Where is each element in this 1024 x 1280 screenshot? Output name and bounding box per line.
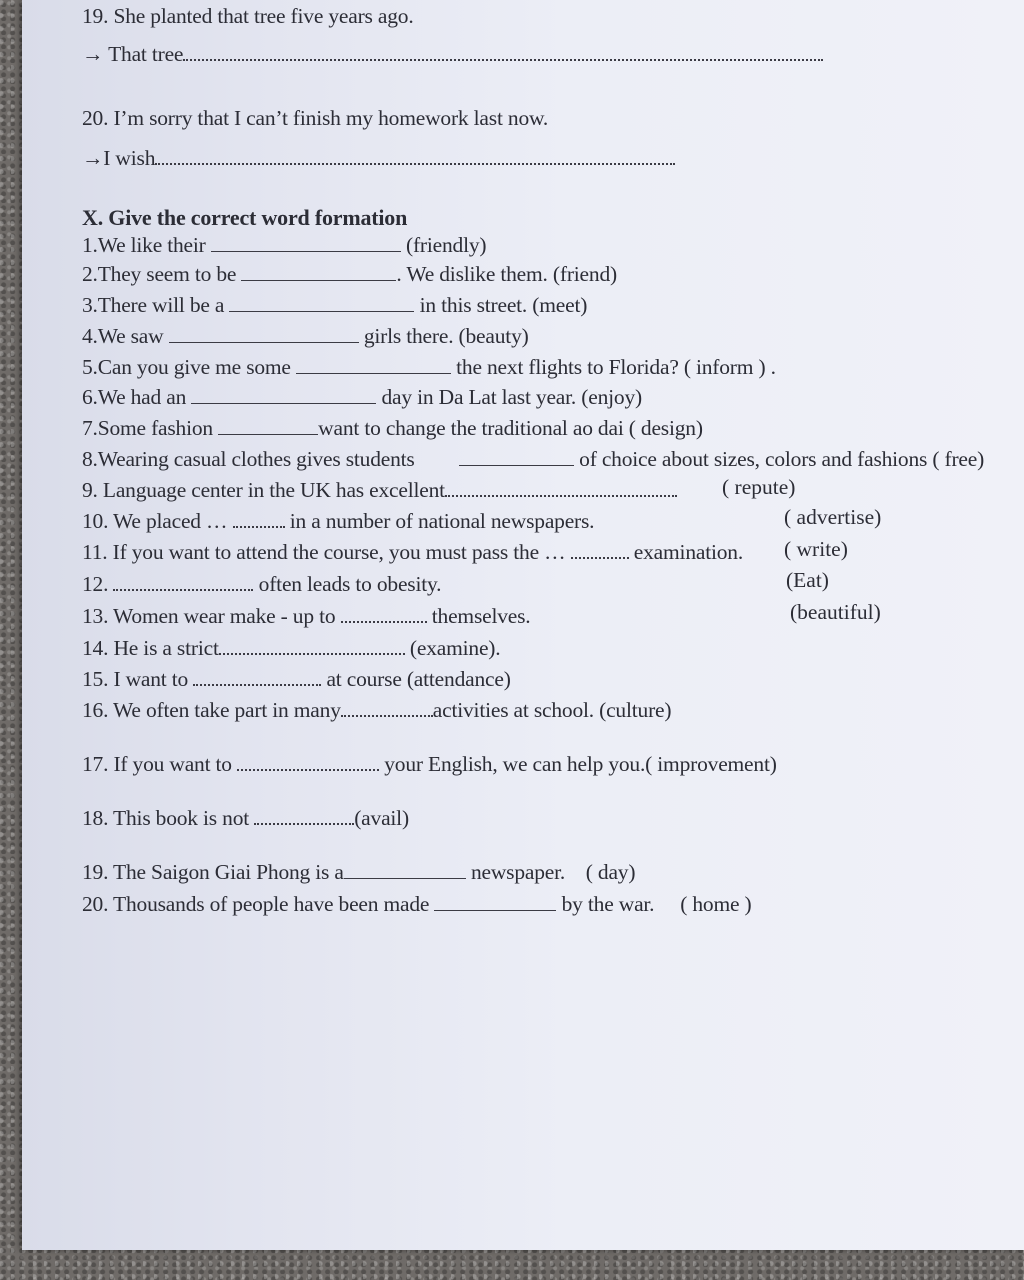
item-suffix: . We dislike them. (friend) (396, 262, 617, 286)
dotted-answer-blank[interactable] (237, 753, 379, 771)
item-prompt: 19. The Saigon Giai Phong is a (82, 860, 344, 884)
item-suffix: activities at school. (culture) (432, 698, 672, 722)
question-20-transform (82, 106, 548, 131)
item-prompt: 9. Language center in the UK has excellent (82, 478, 445, 502)
exercise-item-20 (82, 892, 751, 917)
exercise-item-2 (82, 262, 617, 287)
item-prompt: 18. This book is not (82, 806, 250, 830)
dotted-answer-blank[interactable] (341, 699, 433, 717)
item-suffix: examination. (633, 540, 744, 564)
exercise-item-12 (82, 572, 441, 597)
item-suffix: of choice about sizes, colors and fashions ( free) (579, 447, 985, 471)
item-suffix: by the war. ( home ) (561, 892, 752, 916)
section-heading (82, 205, 407, 231)
exercise-item-13 (82, 604, 530, 629)
item-suffix: often leads to obesity. (258, 572, 442, 596)
item-prompt: 8.Wearing casual clothes gives students (82, 447, 415, 471)
exercise-item-1 (82, 233, 486, 258)
item-suffix: themselves. (431, 604, 531, 628)
answer-blank[interactable] (169, 324, 359, 343)
item-suffix: day in Da Lat last year. (enjoy) (381, 385, 642, 409)
answer-blank[interactable] (211, 233, 401, 252)
answer-blank[interactable] (241, 262, 396, 281)
question-text: 20. I’m sorry that I can’t finish my homework last now. (82, 106, 549, 130)
item-prompt: 12. (82, 572, 109, 596)
item-suffix: in this street. (meet) (419, 293, 588, 317)
item-suffix: your English, we can help you.( improvement) (384, 752, 777, 776)
exercise-item-18 (82, 806, 409, 831)
item-prompt: 3.There will be a (82, 293, 225, 317)
item-suffix: (avail) (354, 806, 409, 830)
dotted-answer-blank[interactable] (155, 147, 675, 165)
exercise-item-7 (82, 416, 703, 441)
item-prompt: 14. He is a strict (82, 636, 219, 660)
dotted-answer-blank[interactable] (571, 541, 629, 559)
dotted-answer-blank[interactable] (183, 43, 823, 61)
exercise-item-8 (82, 447, 984, 472)
answer-blank[interactable] (459, 447, 574, 466)
word-hint: (beautiful) (790, 600, 881, 624)
dotted-answer-blank[interactable] (193, 668, 321, 686)
exercise-item-9 (82, 478, 677, 503)
exercise-item-16 (82, 698, 671, 723)
dotted-answer-blank[interactable] (341, 605, 427, 623)
exercise-item-10 (82, 509, 594, 534)
item-suffix: newspaper. ( day) (470, 860, 636, 884)
dotted-answer-blank[interactable] (219, 637, 405, 655)
item-prompt: 10. We placed … (82, 509, 228, 533)
item-prompt: 7.Some fashion (82, 416, 213, 440)
exercise-item-4 (82, 324, 529, 349)
item-suffix: in a number of national newspapers. (289, 509, 595, 533)
item-prompt: 4.We saw (82, 324, 164, 348)
item-suffix: the next flights to Florida? ( inform ) . (456, 355, 776, 379)
answer-line-19 (82, 42, 823, 67)
dotted-answer-blank[interactable] (233, 510, 285, 528)
item-prompt: 17. If you want to (82, 752, 232, 776)
answer-blank[interactable] (296, 355, 451, 374)
exercise-item-14 (82, 636, 500, 661)
item-suffix: girls there. (beauty) (363, 324, 529, 348)
answer-blank[interactable] (434, 892, 556, 911)
item-prompt: 11. If you want to attend the course, you must pass the … (82, 540, 566, 564)
exercise-item-5 (82, 355, 776, 380)
exercise-item-6 (82, 385, 642, 410)
section-heading-text: X. Give the correct word formation (82, 205, 408, 230)
item-suffix: (examine). (409, 636, 501, 660)
word-hint: ( write) (784, 537, 848, 561)
dotted-answer-blank[interactable] (254, 807, 354, 825)
exercise-item-11 (82, 540, 743, 565)
item-prompt: 2.They seem to be (82, 262, 237, 286)
item-prompt: 15. I want to (82, 667, 189, 691)
exercise-item-15 (82, 667, 511, 692)
item-prompt: 5.Can you give me some (82, 355, 291, 379)
item-prompt: 13. Women wear make - up to (82, 604, 336, 628)
item-suffix: want to change the traditional ao dai ( design) (318, 416, 703, 440)
worksheet-paper (22, 0, 1024, 1250)
question-text: 19. She planted that tree five years ago. (82, 4, 414, 28)
exercise-item-19 (82, 860, 635, 885)
item-prompt: 6.We had an (82, 385, 187, 409)
item-prompt: 16. We often take part in many (82, 698, 341, 722)
arrow-prompt: →I wish (82, 146, 156, 170)
item-suffix: at course (attendance) (326, 667, 511, 691)
dotted-answer-blank[interactable] (113, 573, 253, 591)
question-19-transform (82, 4, 414, 29)
word-hint: ( repute) (722, 475, 796, 499)
item-prompt: 1.We like their (82, 233, 206, 257)
item-prompt: 20. Thousands of people have been made (82, 892, 430, 916)
exercise-item-3 (82, 293, 587, 318)
item-suffix: (friendly) (406, 233, 487, 257)
answer-blank[interactable] (229, 293, 414, 312)
exercise-item-17 (82, 752, 777, 777)
answer-line-20 (82, 146, 675, 171)
arrow-prompt: → That tree (82, 42, 184, 66)
word-hint: (Eat) (786, 568, 829, 592)
answer-blank[interactable] (344, 860, 466, 879)
answer-blank[interactable] (191, 385, 376, 404)
answer-blank[interactable] (218, 416, 318, 435)
dotted-answer-blank[interactable] (445, 479, 677, 497)
word-hint: ( advertise) (784, 505, 882, 529)
